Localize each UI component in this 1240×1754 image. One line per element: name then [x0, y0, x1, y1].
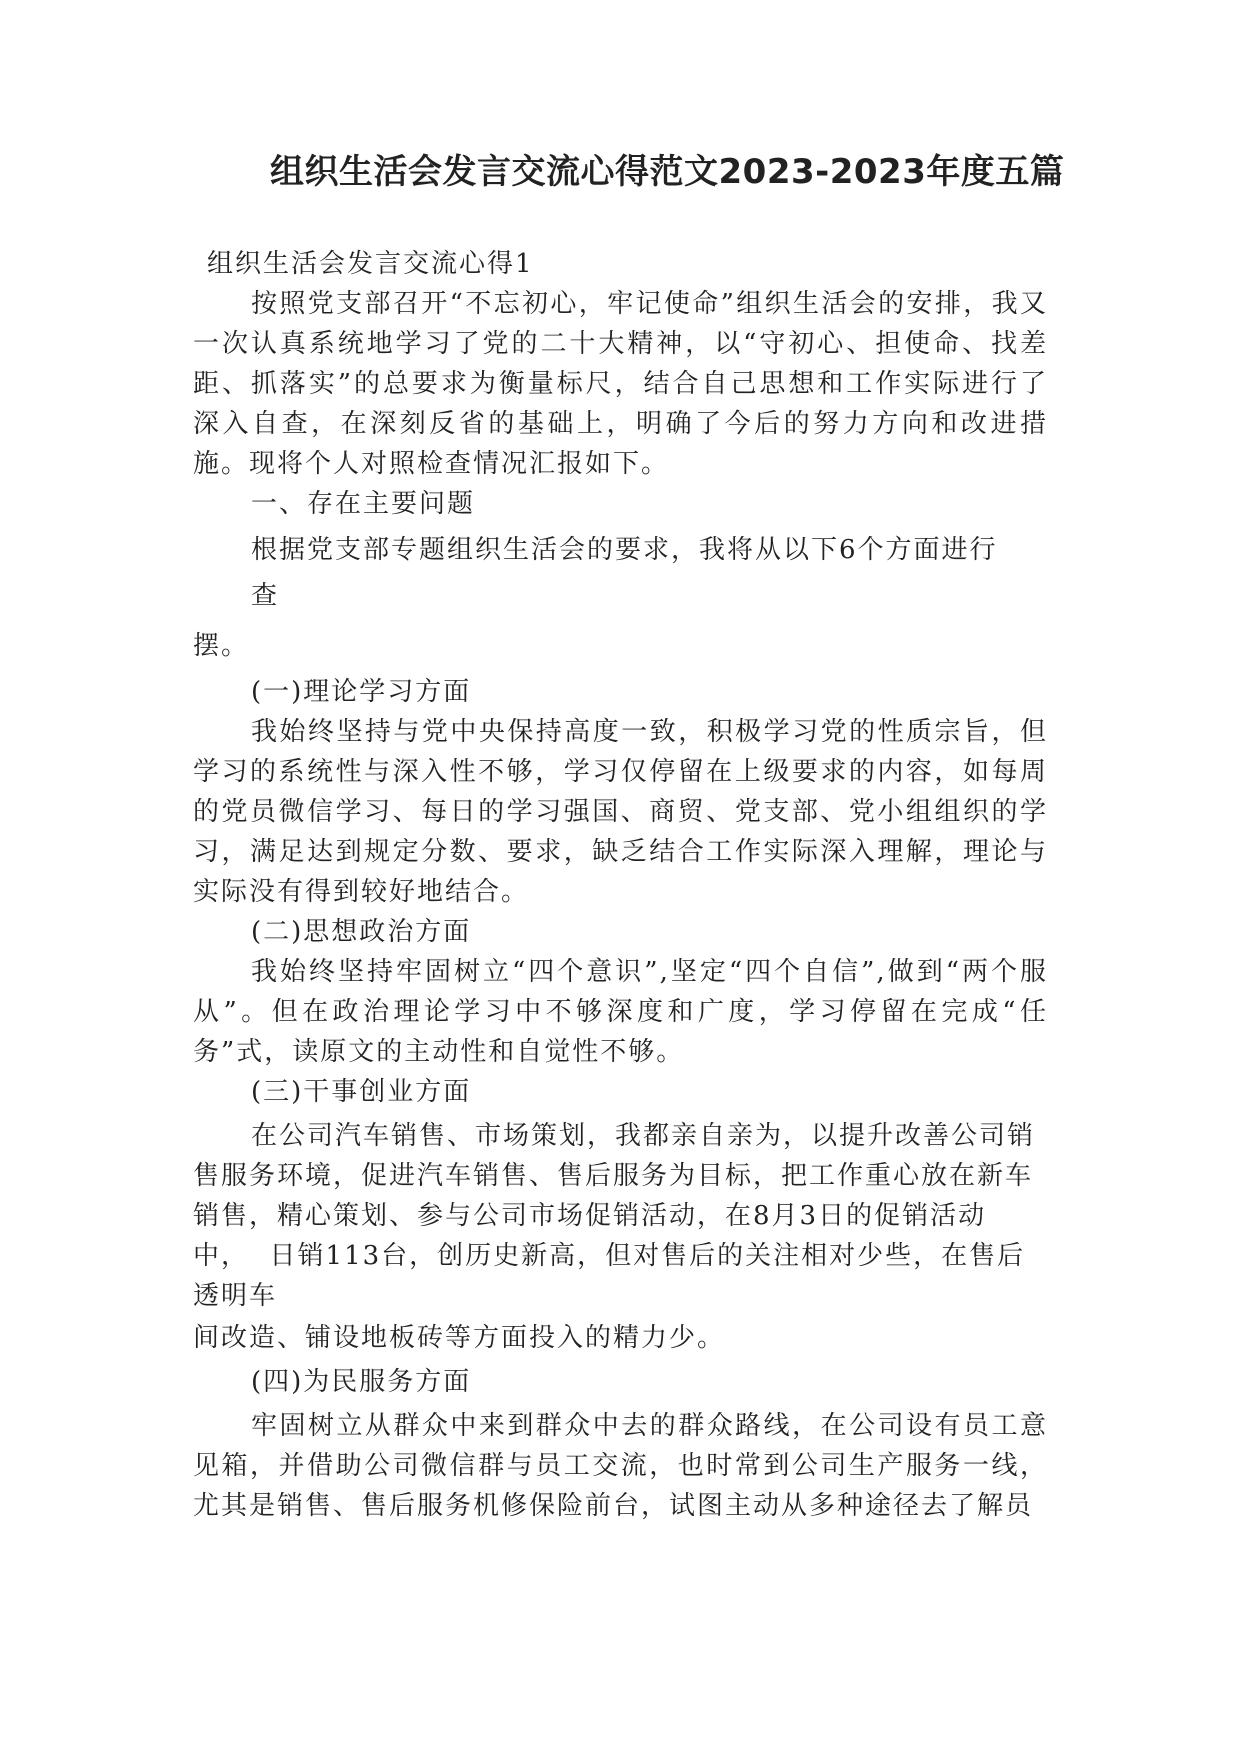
basis-paragraph-line2: 查 [251, 581, 280, 611]
document-title: 组织生活会发言交流心得范文2023-2023年度五篇 [270, 152, 1065, 192]
section-heading-problems: 一、存在主要问题 [251, 489, 476, 519]
paragraph-entrepreneurship-line1: 在公司汽车销售、市场策划，我都亲自亲为，以提升改善公司销 [251, 1121, 1036, 1151]
intro-paragraph: 按照党支部召开“不忘初心，牢记使命”组织生活会的安排，我又一次认真系统地学习了党的二十大精神，以“守初心、担使命、找差距、抓落实”的总要求为衡量标尺，结合自己思想和工作实际进行了深入自查，在深刻反省的基础上，明确了今后的努力方向和改进措施。现将个人对照检查情况汇报如下。 [193, 289, 1048, 479]
paragraph-entrepreneurship-line3: 销售，精心策划、参与公司市场促销活动，在8月3日的促销活动 [193, 1201, 987, 1231]
document-subtitle: 组织生活会发言交流心得1 [207, 249, 534, 279]
heading-entrepreneurship: (三)干事创业方面 [251, 1077, 472, 1107]
basis-paragraph-line3: 摆。 [193, 631, 250, 661]
heading-theory-study: (一)理论学习方面 [251, 677, 472, 707]
paragraph-theory-study: 我始终坚持与党中央保持高度一致，积极学习党的性质宗旨，但学习的系统性与深入性不够，学习仅停留在上级要求的内容，如每周的党员微信学习、每日的学习强国、商贸、党支部、党小组组织的学习，满足达到规定分数、要求，缺乏结合工作实际深入理解，理论与实际没有得到较好地结合。 [193, 717, 1048, 907]
paragraph-public-service: 牢固树立从群众中来到群众中去的群众路线，在公司设有员工意见箱，并借助公司微信群与员工交流，也时常到公司生产服务一线，尤其是销售、售后服务机修保险前台，试图主动从多种途径去了解员 [193, 1411, 1048, 1521]
heading-public-service: (四)为民服务方面 [251, 1367, 472, 1397]
basis-paragraph-line1: 根据党支部专题组织生活会的要求，我将从以下6个方面进行 [251, 535, 998, 565]
heading-political-thought: (二)思想政治方面 [251, 917, 472, 947]
paragraph-entrepreneurship-line4: 中， 日销113台，创历史新高，但对售后的关注相对少些，在售后 [193, 1241, 1026, 1271]
paragraph-political-thought: 我始终坚持牢固树立“四个意识”,坚定“四个自信”,做到“两个服从”。但在政治理论学习中不够深度和广度，学习停留在完成“任务”式，读原文的主动性和自觉性不够。 [193, 957, 1048, 1067]
paragraph-entrepreneurship-line5: 透明车 [193, 1281, 278, 1311]
paragraph-entrepreneurship-line6: 间改造、铺设地板砖等方面投入的精力少。 [193, 1323, 726, 1353]
document-body [193, 244, 1048, 1526]
paragraph-entrepreneurship-line2: 售服务环境，促进汽车销售、售后服务为目标，把工作重心放在新车 [193, 1161, 1034, 1191]
